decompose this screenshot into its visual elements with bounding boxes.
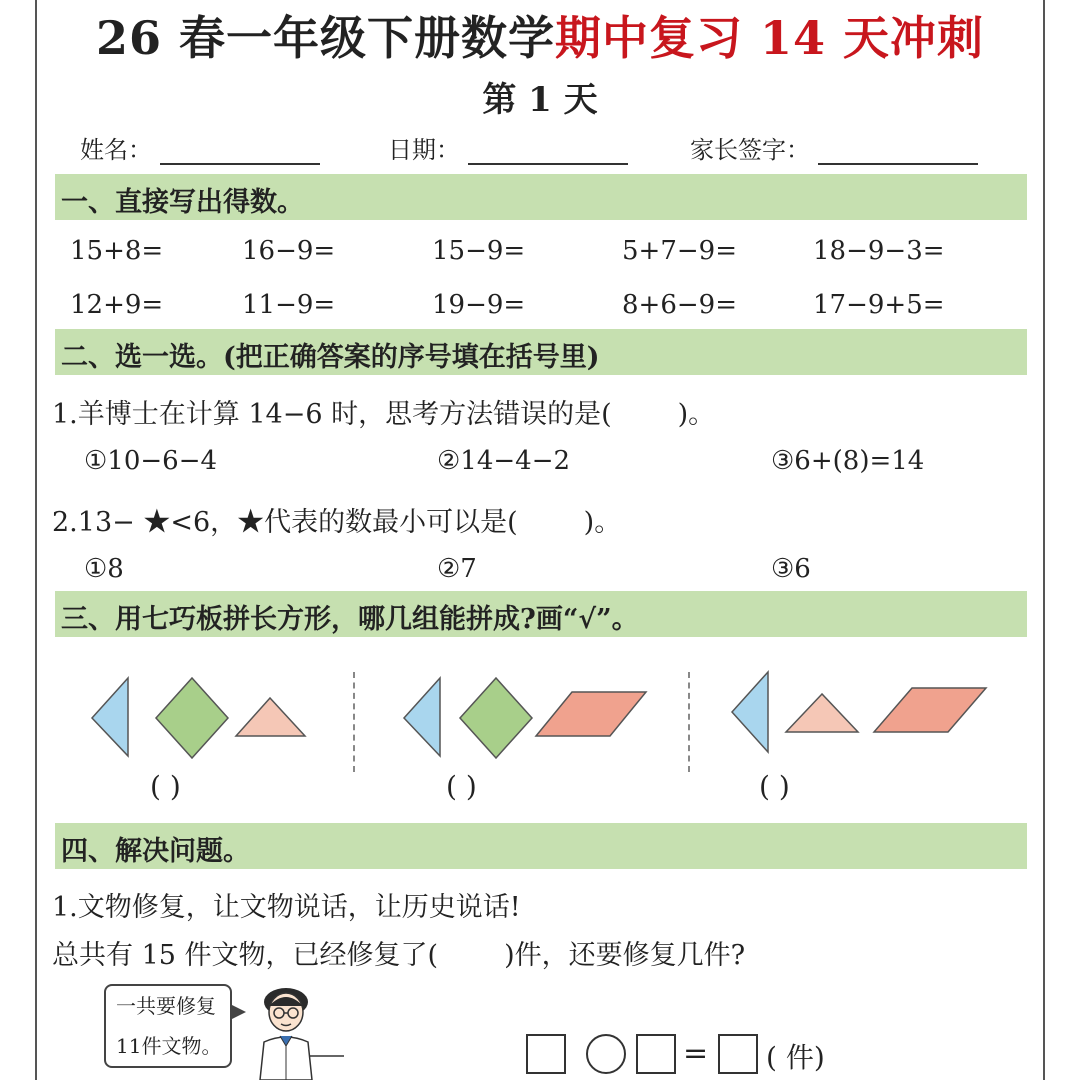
section4-heading: 四、解决问题。 (61, 836, 250, 867)
tangram-blue-triangle (732, 672, 768, 752)
problem-1-line1: 1.文物修复，让文物说话，让历史说话! (52, 892, 521, 923)
equation-box-1[interactable] (526, 1034, 566, 1074)
choice-question-2 (52, 500, 621, 539)
bubble-line1: 一共要修复 (116, 994, 216, 1018)
bubble-line2: 11件文物。 (116, 1034, 222, 1058)
q1-option-2: ②14−4−2 (437, 446, 571, 476)
arith-problem: 8+6−9= (622, 290, 737, 320)
group2-answer-blank[interactable]: ( ) (446, 770, 477, 803)
tangram-green-square (156, 678, 228, 758)
scientist-illustration (246, 982, 346, 1080)
equation-operator-circle[interactable] (586, 1034, 626, 1074)
section3-band (55, 591, 1027, 637)
q2-option-3: ③6 (771, 554, 811, 584)
name-blank[interactable] (160, 137, 320, 165)
date-label: 日期： (388, 136, 460, 164)
group3-answer-blank[interactable]: ( ) (759, 770, 790, 803)
name-field[interactable] (80, 130, 320, 165)
q2-text: 2.13− ★<6，★代表的数最小可以是( (52, 507, 518, 538)
equals-sign: = (683, 1036, 709, 1071)
arith-problem: 15+8= (70, 236, 164, 266)
group-divider (353, 672, 355, 772)
date-blank[interactable] (468, 137, 628, 165)
arith-problem: 17−9+5= (813, 290, 945, 320)
section3-heading: 三、用七巧板拼长方形，哪几组能拼成?画“√”。 (61, 604, 639, 635)
section2-band (55, 329, 1027, 375)
page-title (0, 2, 1080, 68)
problem-1-text-end: )件，还要修复几件? (504, 940, 746, 971)
sign-field[interactable] (690, 130, 978, 165)
q2-option-2: ②7 (437, 554, 477, 584)
title-campaign: 期中复习 14 天冲刺 (554, 11, 985, 65)
answer-unit: ( 件) (766, 1041, 825, 1074)
arith-problem: 19−9= (432, 290, 526, 320)
arith-problem: 18−9−3= (813, 236, 945, 266)
problem-1-text: 总共有 15 件文物，已经修复了( (52, 940, 439, 971)
q2-option-1: ①8 (84, 554, 124, 584)
section1-heading: 一、直接写出得数。 (61, 187, 304, 218)
arith-problem: 11−9= (242, 290, 336, 320)
tangram-salmon-parallelogram (536, 692, 646, 736)
q1-text-end: )。 (677, 399, 716, 430)
arith-problem: 15−9= (432, 236, 526, 266)
page-border-right (1043, 0, 1045, 1080)
name-label: 姓名： (80, 136, 152, 164)
speech-bubble-tail (230, 1004, 246, 1020)
q1-option-1: ①10−6−4 (84, 446, 218, 476)
speech-bubble (104, 984, 232, 1068)
tangram-pink-triangle (236, 698, 305, 736)
arith-problem: 12+9= (70, 290, 164, 320)
section2-heading: 二、选一选。(把正确答案的序号填在括号里) (61, 342, 600, 373)
choice-question-1 (52, 392, 715, 431)
section1-band (55, 174, 1027, 220)
q1-text: 1.羊博士在计算 14−6 时，思考方法错误的是( (52, 399, 612, 430)
section4-band (55, 823, 1027, 869)
equation-box-2[interactable] (636, 1034, 676, 1074)
sign-label: 家长签字： (690, 136, 810, 164)
tangram-pink-triangle (786, 694, 858, 732)
title-grade: 26 春一年级下册数学 (95, 11, 555, 65)
day-label: 第 1 天 (482, 80, 598, 120)
equation-result-box[interactable] (718, 1034, 758, 1074)
page-border-left (35, 0, 37, 1080)
tangram-green-square (460, 678, 532, 758)
tangram-blue-triangle (92, 678, 128, 756)
arith-problem: 5+7−9= (622, 236, 737, 266)
sign-blank[interactable] (818, 137, 978, 165)
tangram-blue-triangle (404, 678, 440, 756)
arith-problem: 16−9= (242, 236, 336, 266)
group1-answer-blank[interactable]: ( ) (150, 770, 181, 803)
tangram-groups (0, 660, 1080, 770)
q1-option-3: ③6+(8)=14 (771, 446, 925, 476)
problem-1-line2 (52, 933, 745, 972)
tangram-salmon-parallelogram (874, 688, 986, 732)
date-field[interactable] (388, 130, 628, 165)
q2-text-end: )。 (583, 507, 622, 538)
group-divider (688, 672, 690, 772)
